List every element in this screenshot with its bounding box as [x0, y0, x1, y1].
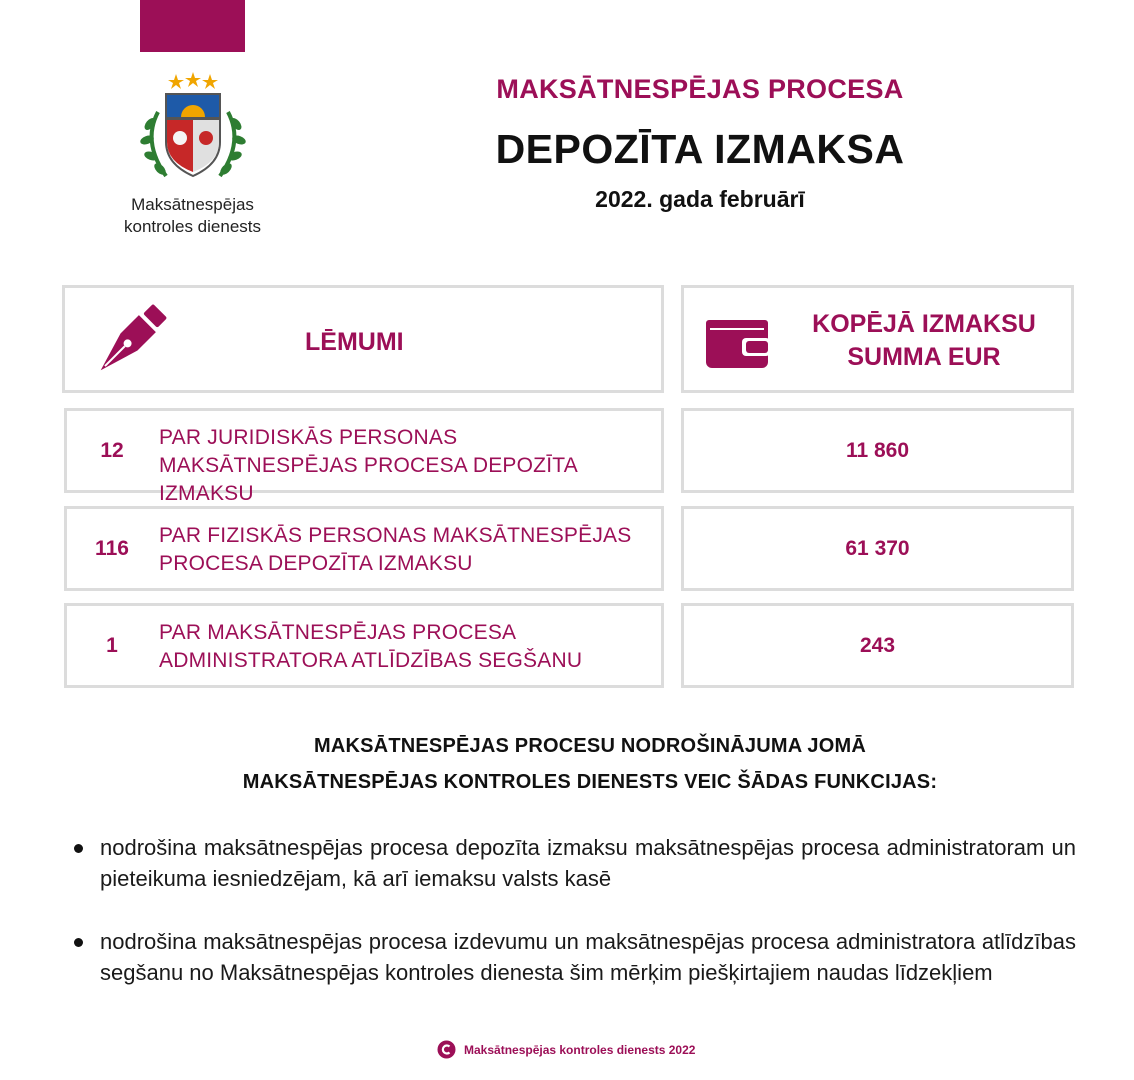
payout-amount: 243	[859, 633, 896, 657]
copyright-icon	[437, 1040, 456, 1059]
amount-cell	[681, 603, 1074, 688]
table-row	[64, 603, 664, 688]
footer	[437, 1040, 695, 1059]
organization-name: Maksātnespējas kontroles dienests	[123, 195, 262, 236]
decisions-header	[62, 285, 664, 393]
amount-header	[681, 285, 1074, 393]
decisions-header-label: LĒMUMI	[305, 328, 404, 356]
decision-description: PAR JURIDISKĀS PERSONAS MAKSĀTNESPĒJAS PROCESA DEPOZĪTA IZMAKSU	[159, 426, 577, 505]
functions-heading-line: MAKSĀTNESPĒJAS PROCESU NODROŠINĀJUMA JOMĀ	[314, 735, 866, 757]
amount-cell	[681, 506, 1074, 591]
fountain-pen-icon	[89, 302, 169, 382]
payout-amount: 11 860	[845, 438, 910, 462]
bullet-icon	[74, 844, 83, 853]
list-item	[74, 832, 1076, 894]
amount-cell	[681, 408, 1074, 493]
wallet-icon	[704, 314, 770, 370]
decision-description: PAR FIZISKĀS PERSONAS MAKSĀTNESPĒJAS PROCESA DEPOZĪTA IZMAKSU	[159, 524, 632, 575]
coat-of-arms-icon	[138, 72, 248, 184]
functions-heading-line: MAKSĀTNESPĒJAS KONTROLES DIENESTS VEIC ŠĀDAS FUNKCIJAS:	[242, 771, 938, 793]
decision-count: 1	[106, 633, 118, 657]
list-item-text: nodrošina maksātnespējas procesa izdevumu un maksātnespējas procesa administratora atlīdzības segšanu no Maksātnespējas kontroles dienesta šim mērķim piešķirtajiem naudas līdzekļiem	[100, 929, 1076, 985]
footer-text: Maksātnespējas kontroles dienests 2022	[464, 1042, 696, 1057]
table-row	[64, 408, 664, 505]
page-subtitle: MAKSĀTNESPĒJAS PROCESA	[496, 74, 904, 104]
decision-count: 12	[100, 438, 124, 462]
list-item	[74, 926, 1076, 988]
page-title: DEPOZĪTA IZMAKSA	[495, 126, 905, 172]
functions-list	[74, 832, 1076, 1020]
table-row	[64, 506, 664, 591]
payout-amount: 61 370	[845, 536, 910, 560]
period-label: 2022. gada februārī	[595, 186, 805, 212]
bullet-icon	[74, 938, 83, 947]
amount-header-label: KOPĒJĀ IZMAKSU SUMMA EUR	[812, 310, 1036, 371]
accent-bar	[140, 0, 245, 52]
decision-description: PAR MAKSĀTNESPĒJAS PROCESA ADMINISTRATORA ATLĪDZĪBAS SEGŠANU	[159, 621, 583, 672]
decision-count: 116	[95, 536, 129, 560]
list-item-text: nodrošina maksātnespējas procesa depozīta izmaksu maksātnespējas procesa administratoram un pieteikuma iesniedzējam, kā arī iemaksu valsts kasē	[100, 835, 1076, 891]
functions-heading	[140, 728, 1040, 800]
